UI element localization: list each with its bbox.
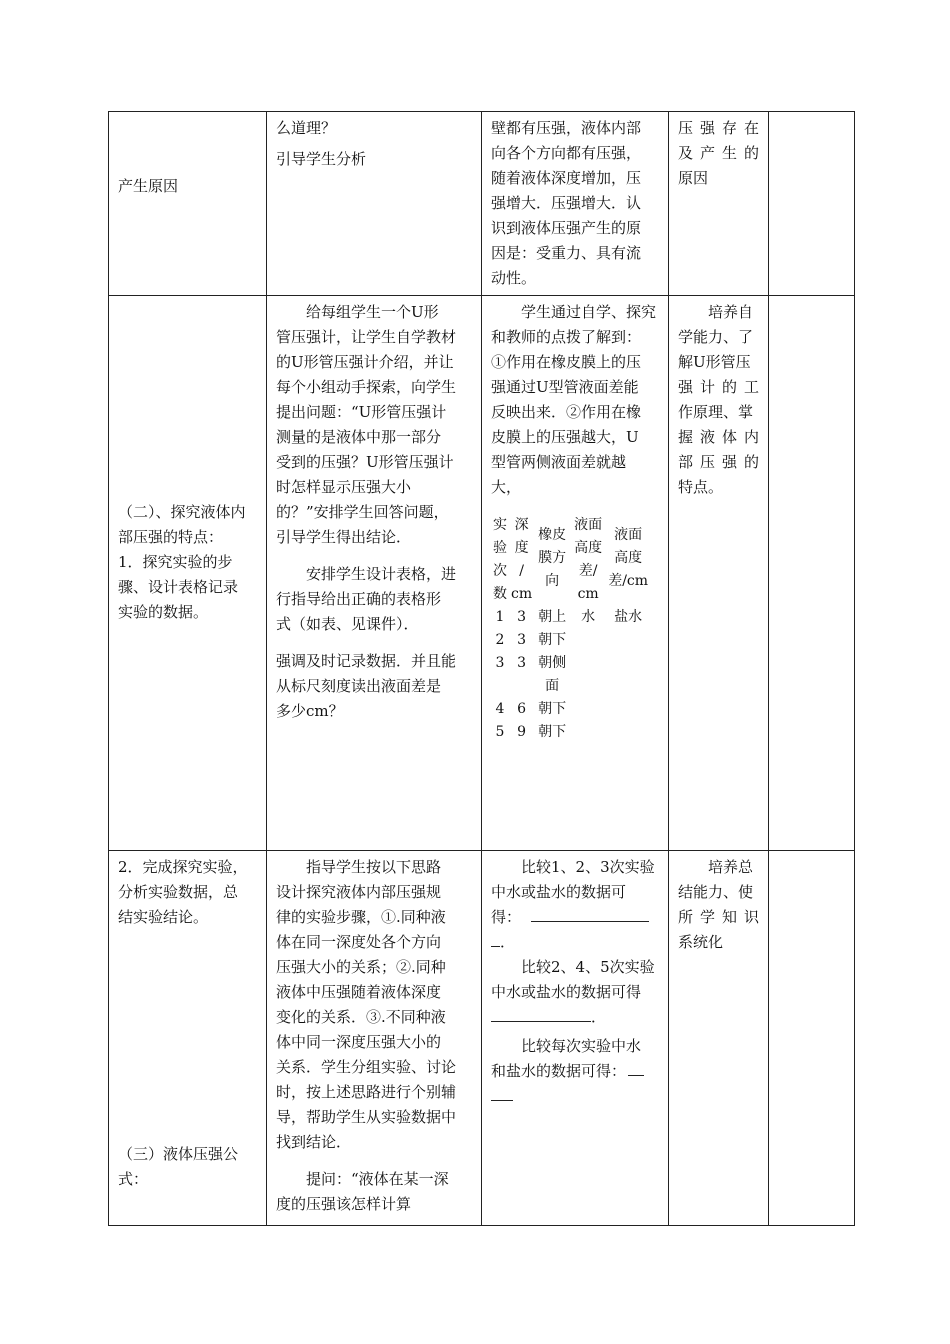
row2-notes-cell bbox=[769, 296, 855, 851]
intent-text: 强计的工 bbox=[678, 378, 759, 396]
student-text bbox=[491, 1084, 659, 1109]
teacher-text: 压强大小的关系；②.同种 bbox=[276, 958, 446, 976]
intent-text: 结能力、使 bbox=[678, 883, 754, 901]
cell-salt-water bbox=[606, 652, 650, 698]
table-row bbox=[491, 721, 650, 744]
student-text: 型管两侧液面差就越 bbox=[491, 453, 627, 471]
intent-text: 系统化 bbox=[678, 933, 724, 951]
stage-text: 部压强的特点： bbox=[118, 528, 224, 546]
student-text: 比较1、2、3次实验 bbox=[521, 858, 655, 876]
student-text: 强增大．压强增大．认 bbox=[491, 194, 642, 212]
intent-text: 部压强的 bbox=[678, 453, 759, 471]
cell-trial: 5 bbox=[495, 724, 505, 740]
teacher-text: 设计探究液体内部压强规 bbox=[276, 883, 442, 901]
cell-water bbox=[570, 629, 606, 652]
student-text: 强通过U型管液面差能 bbox=[491, 378, 639, 396]
cell-direction: 朝下 bbox=[538, 701, 567, 717]
teacher-text: 强调及时记录数据．并且能 bbox=[276, 652, 457, 670]
table-row bbox=[109, 112, 855, 296]
row1-intent-cell bbox=[669, 112, 769, 296]
student-text: ． bbox=[500, 933, 516, 951]
student-text: 和盐水的数据可得： bbox=[491, 1062, 627, 1080]
student-text: 向各个方向都有压强， bbox=[491, 144, 642, 162]
intent-text: 压强存在 bbox=[678, 119, 759, 137]
column-header-water-height-diff: 液面 高度 差/ cm bbox=[574, 517, 603, 602]
stage-text: （三）液体压强公 bbox=[118, 1145, 239, 1163]
teacher-text: 的U形管压强计介绍，并让 bbox=[276, 353, 454, 371]
answer-blank[interactable] bbox=[491, 930, 500, 947]
cell-trial: 1 bbox=[495, 609, 505, 625]
teacher-text: 律的实验步骤，①.同种液 bbox=[276, 908, 446, 926]
column-header-salt-height-diff: 液面 高度 差/cm bbox=[608, 527, 649, 589]
teacher-text: 变化的关系．③.不同种液 bbox=[276, 1008, 446, 1026]
teacher-text: 的？”安排学生回答问题， bbox=[276, 503, 449, 521]
student-text: 随着液体深度增加，压 bbox=[491, 169, 642, 187]
row2-teacher-cell bbox=[267, 296, 482, 851]
student-text: 壁都有压强，液体内部 bbox=[491, 119, 642, 137]
student-text: 学生通过自学、探究 bbox=[521, 303, 657, 321]
intent-text: 解U形管压 bbox=[678, 353, 751, 371]
cell-depth: 3 bbox=[517, 609, 527, 625]
intent-text: 及产生的 bbox=[678, 144, 759, 162]
stage-text: （二）、探究液体内 bbox=[118, 503, 246, 521]
cell-salt-water: 盐水 bbox=[614, 609, 643, 625]
teacher-text: 时怎样显示压强大小 bbox=[276, 478, 412, 496]
intent-text: 培养总 bbox=[708, 858, 754, 876]
student-text: 得： bbox=[491, 908, 522, 926]
teacher-text: 指导学生按以下思路 bbox=[306, 858, 442, 876]
cell-salt-water bbox=[606, 721, 650, 744]
table-row bbox=[491, 606, 650, 629]
student-text: 识到液体压强产生的原 bbox=[491, 219, 642, 237]
row2-intent-cell bbox=[669, 296, 769, 851]
cell-water bbox=[570, 652, 606, 698]
intent-text: 握液体内 bbox=[678, 428, 759, 446]
row2-student-cell bbox=[482, 296, 669, 851]
lesson-plan-table bbox=[108, 111, 855, 1226]
cell-depth: 3 bbox=[517, 632, 527, 648]
student-text bbox=[491, 1005, 659, 1030]
table-row bbox=[109, 851, 855, 1226]
row2-stage-cell bbox=[109, 296, 267, 851]
teacher-text: 找到结论． bbox=[276, 1133, 352, 1151]
row3-notes-cell bbox=[769, 851, 855, 1226]
teacher-text: 液体中压强随着液体深度 bbox=[276, 983, 442, 1001]
cell-trial: 2 bbox=[495, 632, 505, 648]
intent-text: 作原理、掌 bbox=[678, 403, 754, 421]
cell-depth: 9 bbox=[517, 724, 527, 740]
student-text bbox=[491, 905, 659, 930]
teacher-text: 提问：“液体在某一深 bbox=[306, 1170, 449, 1188]
teacher-text: 么道理？ bbox=[276, 119, 337, 137]
answer-blank[interactable] bbox=[491, 1005, 591, 1022]
table-row bbox=[491, 629, 650, 652]
row3-teacher-cell bbox=[267, 851, 482, 1226]
teacher-text: 每个小组动手探索，向学生 bbox=[276, 378, 457, 396]
row1-student-cell bbox=[482, 112, 669, 296]
teacher-text: 时，按上述思路进行个别辅 bbox=[276, 1083, 457, 1101]
student-text: ． bbox=[591, 1008, 607, 1026]
row3-intent-cell bbox=[669, 851, 769, 1226]
intent-text: 培养自 bbox=[708, 303, 754, 321]
intent-text: 原因 bbox=[678, 169, 709, 187]
intent-text: 学能力、了 bbox=[678, 328, 754, 346]
student-text: 和教师的点拨了解到： bbox=[491, 328, 642, 346]
answer-blank[interactable] bbox=[531, 905, 649, 922]
row1-stage-cell bbox=[109, 112, 267, 296]
intent-text: 所学知识 bbox=[678, 908, 759, 926]
cell-direction: 朝下 bbox=[538, 724, 567, 740]
cell-water bbox=[570, 721, 606, 744]
row3-student-cell bbox=[482, 851, 669, 1226]
teacher-text: 引导学生分析 bbox=[276, 150, 367, 168]
cell-salt-water bbox=[606, 698, 650, 721]
table-row bbox=[491, 652, 650, 698]
teacher-text: 给每组学生一个U形 bbox=[306, 303, 439, 321]
student-text bbox=[491, 930, 659, 955]
teacher-text: 测量的是液体中那一部分 bbox=[276, 428, 442, 446]
cell-direction: 朝侧面 bbox=[538, 655, 567, 694]
stage-text: 式： bbox=[118, 1170, 149, 1188]
teacher-text: 体中同一深度压强大小的 bbox=[276, 1033, 442, 1051]
student-text: 比较每次实验中水 bbox=[521, 1037, 642, 1055]
answer-blank[interactable] bbox=[491, 1084, 513, 1101]
student-text: ①作用在橡皮膜上的压 bbox=[491, 353, 642, 371]
stage-text: 骤、设计表格记录 bbox=[118, 578, 239, 596]
teacher-text: 从标尺刻度读出液面差是 bbox=[276, 677, 442, 695]
student-text: 因是：受重力、具有流 bbox=[491, 244, 642, 262]
table-row bbox=[491, 698, 650, 721]
student-text: 中水或盐水的数据可得 bbox=[491, 983, 642, 1001]
column-header-membrane-direction: 橡皮 膜方 向 bbox=[538, 527, 567, 589]
stage-text: 1．探究实验的步 bbox=[118, 553, 233, 571]
student-text: 皮膜上的压强越大，U bbox=[491, 428, 639, 446]
teacher-text: 导，帮助学生从实验数据中 bbox=[276, 1108, 457, 1126]
student-text: 中水或盐水的数据可 bbox=[491, 883, 627, 901]
cell-trial: 4 bbox=[495, 701, 505, 717]
table-header-row bbox=[491, 514, 650, 606]
row3-stage-cell bbox=[109, 851, 267, 1226]
cell-depth: 6 bbox=[517, 701, 527, 717]
teacher-text: 提出问题：“U形管压强计 bbox=[276, 403, 447, 421]
teacher-text: 行指导给出正确的表格形 bbox=[276, 590, 442, 608]
answer-blank[interactable] bbox=[628, 1059, 644, 1076]
teacher-text: 体在同一深度处各个方向 bbox=[276, 933, 442, 951]
cell-direction: 朝下 bbox=[538, 632, 567, 648]
student-text: 反映出来．②作用在橡 bbox=[491, 403, 642, 421]
stage-text: 分析实验数据，总 bbox=[118, 883, 239, 901]
stage-text: 产生原因 bbox=[118, 177, 179, 195]
stage-text: 实验的数据。 bbox=[118, 603, 209, 621]
cell-salt-water bbox=[606, 629, 650, 652]
teacher-text: 度的压强该怎样计算 bbox=[276, 1195, 412, 1213]
student-text: 比较2、4、5次实验 bbox=[521, 958, 655, 976]
student-text: 动性。 bbox=[491, 269, 537, 287]
cell-trial: 3 bbox=[495, 655, 505, 671]
column-header-depth: 深 度 / cm bbox=[511, 517, 533, 602]
student-text: 大， bbox=[491, 478, 522, 496]
cell-depth: 3 bbox=[517, 655, 527, 671]
teacher-text: 安排学生设计表格，进 bbox=[306, 565, 457, 583]
cell-water: 水 bbox=[581, 609, 596, 625]
stage-text: 2．完成探究实验， bbox=[118, 858, 248, 876]
teacher-text: 多少cm？ bbox=[276, 702, 344, 720]
row1-teacher-cell bbox=[267, 112, 482, 296]
cell-direction: 朝上 bbox=[538, 609, 567, 625]
intent-text: 特点。 bbox=[678, 478, 724, 496]
teacher-text: 受到的压强？U形管压强计 bbox=[276, 453, 454, 471]
row1-notes-cell bbox=[769, 112, 855, 296]
teacher-text: 关系．学生分组实验、讨论 bbox=[276, 1058, 457, 1076]
table-row bbox=[109, 296, 855, 851]
stage-text: 结实验结论。 bbox=[118, 908, 209, 926]
cell-water bbox=[570, 698, 606, 721]
column-header-trial: 实 验 次 数 bbox=[493, 517, 507, 602]
experiment-record-table bbox=[491, 514, 650, 744]
teacher-text: 管压强计，让学生自学教材 bbox=[276, 328, 457, 346]
teacher-text: 引导学生得出结论． bbox=[276, 528, 412, 546]
student-text bbox=[491, 1059, 659, 1084]
teacher-text: 式（如表、见课件）． bbox=[276, 615, 419, 633]
